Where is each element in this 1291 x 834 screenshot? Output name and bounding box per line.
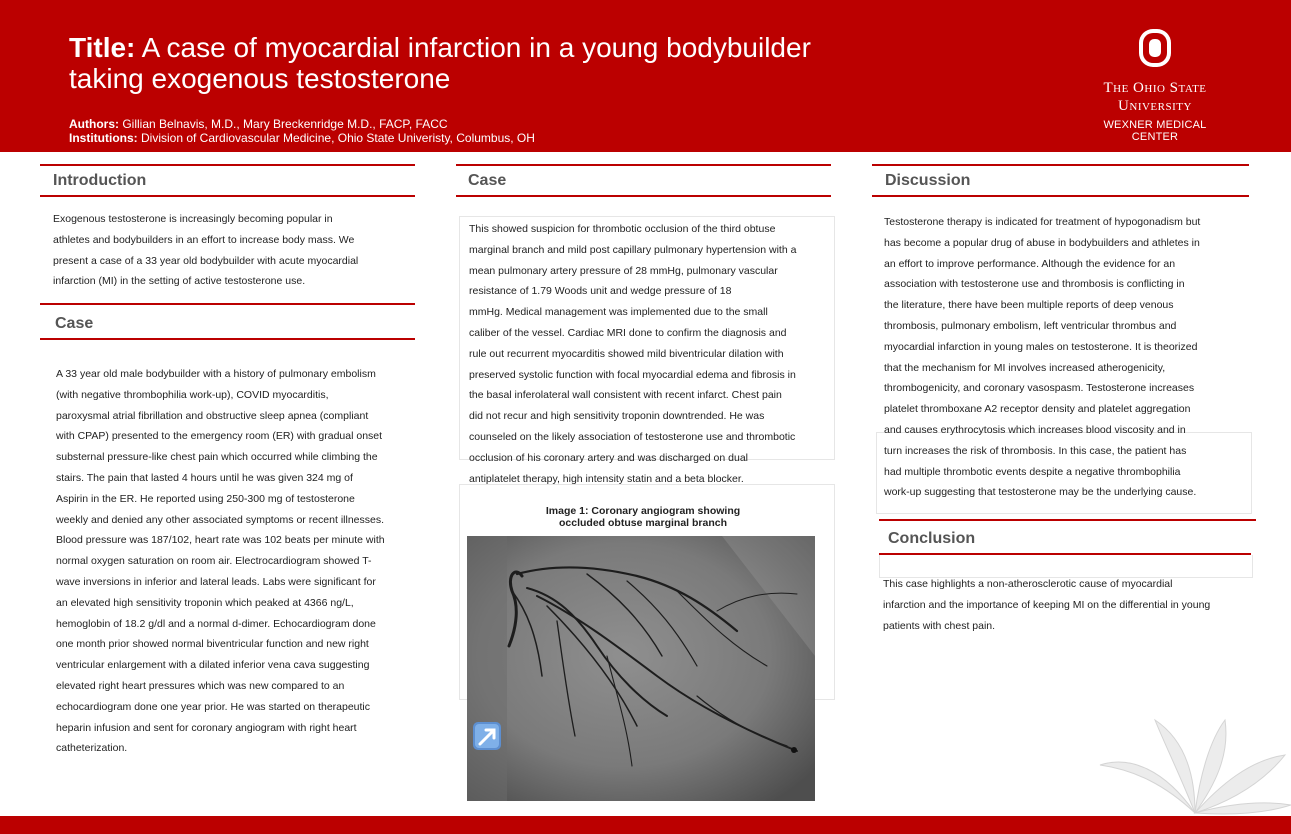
text-line: substernal pressure-like chest pain which occurred while climbing the xyxy=(56,451,378,464)
text-line: echocardiogram done one year prior. He was started on therapeutic xyxy=(56,700,371,713)
case-mid-top-rule xyxy=(456,164,831,166)
osu-logo xyxy=(1082,28,1228,143)
text-line: This case highlights a non-atherosclerotic cause of myocardial xyxy=(883,578,1173,590)
title-prefix: Title: xyxy=(69,32,136,63)
case-left-heading: Case xyxy=(55,315,94,332)
logo-line-1: The Ohio State xyxy=(1103,80,1207,96)
conclusion-text xyxy=(883,574,1253,636)
logo-line-2: University xyxy=(1118,98,1192,114)
text-line: elevated right heart pressures which was new compared to an xyxy=(56,679,345,692)
text-line: infarction (MI) in the setting of active testosterone use. xyxy=(53,275,306,288)
caption-line-2: occluded obtuse marginal branch xyxy=(558,517,728,529)
text-line: paroxysmal atrial fibrillation and obstructive sleep apnea (compliant xyxy=(56,409,369,422)
text-line: caliber of the vessel. Cardiac MRI done to confirm the diagnosis and xyxy=(469,326,787,339)
text-line: an effort to improve performance. Although the evidence for an xyxy=(884,257,1176,270)
text-line: A 33 year old male bodybuilder with a history of pulmonary embolism xyxy=(56,368,376,380)
title-line-2: taking exogenous testosterone xyxy=(69,63,451,94)
text-line: the basal inferolateral wall consistent with recent infarct. Chest pain xyxy=(469,389,782,402)
text-line: catheterization. xyxy=(56,742,128,755)
logo-wexner: WEXNER MEDICAL CENTER xyxy=(1103,119,1207,143)
footer-banner xyxy=(0,816,1291,834)
discussion-bottom-rule xyxy=(872,195,1249,197)
text-line: present a case of a 33 year old bodybuilder with acute myocardial xyxy=(53,254,359,267)
text-line: preserved systolic function with focal myocardial edema and fibrosis in xyxy=(469,368,796,381)
case-left-bottom-rule xyxy=(40,338,415,340)
text-line: marginal branch and mild post capillary pulmonary hypertension with a xyxy=(469,243,797,256)
text-line: heparin infusion and sent for coronary angiogram with right heart xyxy=(56,721,357,734)
text-line: normal oxygen saturation on room air. Electrocardiogram showed T- xyxy=(56,555,372,568)
case-left-top-rule xyxy=(40,303,415,305)
text-line: patients with chest pain. xyxy=(883,619,996,632)
text-line: mmHg. Medical management was implemented due to the small xyxy=(469,306,768,319)
text-line: Blood pressure was 187/102, heart rate was 102 beats per minute with xyxy=(56,534,385,547)
image-caption xyxy=(520,505,766,529)
intro-heading: Introduction xyxy=(53,172,147,189)
text-line: weekly and denied any other associated symptoms or recent illnesses. xyxy=(56,513,385,526)
authors-label: Authors: xyxy=(69,117,119,131)
text-line: hemoglobin of 18.2 g/dl and a normal d-dimer. Echocardiogram done xyxy=(56,617,376,630)
text-line: had multiple thrombotic events despite a negative thrombophilia xyxy=(884,465,1181,478)
text-line: association with testosterone use and thrombosis is conflicting in xyxy=(884,278,1185,291)
text-line: work-up suggesting that testosterone may be the underlying cause. xyxy=(884,486,1197,499)
text-line: wave inversions in inferior and lateral leads. Labs were significant for xyxy=(56,575,376,588)
text-line: thrombogenicity, and coronary vasospasm. Testosterone increases xyxy=(884,382,1195,395)
institutions-label: Institutions: xyxy=(69,131,138,145)
text-line: resistance of 1.79 Woods unit and wedge pressure of 18 xyxy=(469,285,732,298)
text-line: an elevated high sensitivity troponin which peaked at 4366 ng/L, xyxy=(56,596,354,609)
logo-university-name xyxy=(1082,79,1228,115)
text-line: did not recur and high sensitivity troponin downtrended. He was xyxy=(469,410,765,423)
intro-top-rule xyxy=(40,164,415,166)
case-mid-text xyxy=(469,219,834,489)
title-line-1: A case of myocardial infarction in a young bodybuilder xyxy=(135,32,811,63)
intro-bottom-rule xyxy=(40,195,415,197)
text-line: platelet thromboxane A2 receptor density and platelet aggregation xyxy=(884,403,1191,416)
case-mid-bottom-rule xyxy=(456,195,831,197)
institutions-text: Division of Cardiovascular Medicine, Ohio State Univeristy, Columbus, OH xyxy=(137,131,535,145)
text-line: (with negative thrombophilia work-up), COVID myocarditis, xyxy=(56,388,329,401)
text-line: the literature, there have been multiple reports of deep venous xyxy=(884,299,1174,312)
discussion-top-rule xyxy=(872,164,1249,166)
text-line: athletes and bodybuilders in an effort to increase body mass. We xyxy=(53,233,355,246)
case-left-text xyxy=(56,364,421,759)
poster-title xyxy=(69,32,811,94)
text-line: myocardial infarction in young males on testosterone. It is theorized xyxy=(884,340,1198,353)
text-line: that the mechanism for MI involves increased atherogenicity, xyxy=(884,361,1166,374)
text-line: Aspirin in the ER. He reported using 250-300 mg of testosterone xyxy=(56,492,355,505)
conclusion-heading: Conclusion xyxy=(888,530,976,547)
discussion-text xyxy=(884,212,1254,503)
text-line: with CPAP) presented to the emergency room (ER) with gradual onset xyxy=(56,430,383,443)
authors-names: Gillian Belnavis, M.D., Mary Breckenridge M.D., FACP, FACC xyxy=(119,117,448,131)
text-line: one month prior showed normal biventricular function and new right xyxy=(56,638,369,651)
intro-text xyxy=(53,209,413,292)
header-banner xyxy=(0,0,1291,152)
text-line: thrombosis, pulmonary embolism, left ventricular thrombus and xyxy=(884,319,1177,332)
case-mid-heading: Case xyxy=(468,172,507,189)
text-line: ventricular enlargement with a dilated inferior vena cava suggesting xyxy=(56,659,370,672)
text-line: rule out recurrent myocarditis showed mild biventricular dilation with xyxy=(469,347,784,360)
text-line: occlusion of his coronary artery and was discharged on dual xyxy=(469,451,748,464)
discussion-heading: Discussion xyxy=(885,172,971,189)
text-line: Testosterone therapy is indicated for treatment of hypogonadism but xyxy=(884,216,1201,228)
text-line: counseled on the likely association of testosterone use and thrombotic xyxy=(469,430,796,443)
block-o-icon xyxy=(1138,28,1172,68)
text-line: Exogenous testosterone is increasingly becoming popular in xyxy=(53,213,333,225)
text-line: infarction and the importance of keeping MI on the differential in young xyxy=(883,598,1211,611)
authors-block xyxy=(69,117,535,145)
text-line: mean pulmonary artery pressure of 28 mmHg, pulmonary vascular xyxy=(469,264,778,277)
buckeye-leaf-watermark xyxy=(1095,715,1291,815)
text-line: stairs. The pain that lasted 4 hours until he was given 324 mg of xyxy=(56,471,353,484)
caption-line-1: Image 1: Coronary angiogram showing xyxy=(545,505,741,517)
conclusion-top-rule xyxy=(879,519,1256,521)
text-line: antiplatelet therapy, high intensity statin and a beta blocker. xyxy=(469,472,744,485)
text-line: turn increases the risk of thrombosis. In this case, the patient has xyxy=(884,444,1187,457)
text-line: and causes erythrocytosis which increases blood viscosity and in xyxy=(884,423,1186,436)
coronary-angiogram-image xyxy=(467,536,815,801)
text-line: has become a popular drug of abuse in bodybuilders and athletes in xyxy=(884,236,1200,249)
text-line: This showed suspicion for thrombotic occlusion of the third obtuse xyxy=(469,223,776,235)
